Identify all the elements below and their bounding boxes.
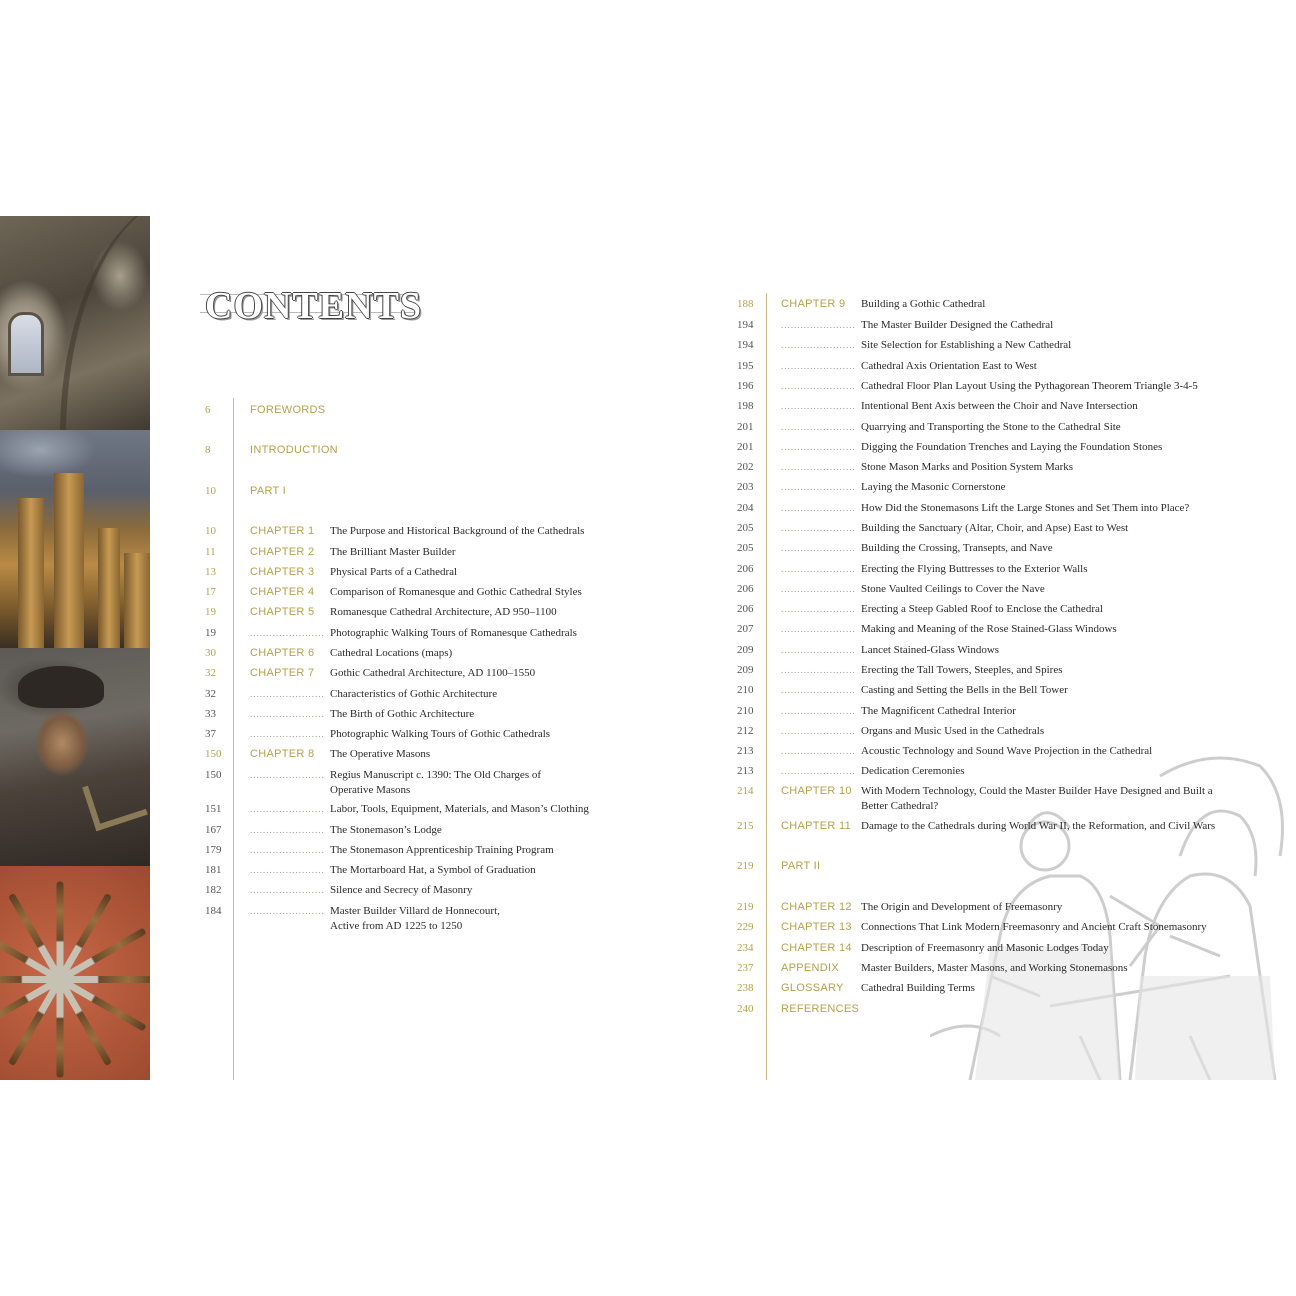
toc-entry-line: Erecting the Flying Buttresses to the Exterior Walls — [861, 563, 1088, 575]
toc-dot-leader: ....................... — [781, 746, 856, 756]
tower-icon — [54, 473, 84, 648]
toc-entry[interactable] — [205, 863, 536, 878]
toc-page-number: 184 — [205, 905, 222, 917]
toc-page-number: 209 — [737, 644, 754, 656]
toc-entry-title — [330, 646, 452, 661]
toc-entry-line: The Operative Masons — [330, 748, 431, 760]
toc-entry-title — [330, 585, 582, 600]
toc-entry-line: Digging the Foundation Trenches and Laying the Foundation Stones — [861, 441, 1163, 453]
toc-entry[interactable] — [737, 602, 1103, 617]
toc-entry-line: With Modern Technology, Could the Master Builder Have Designed and Built a — [861, 785, 1213, 797]
toc-page-number: 237 — [737, 962, 754, 974]
toc-entry-title — [861, 981, 975, 996]
toc-entry-line: Dedication Ceremonies — [861, 765, 965, 777]
toc-dot-leader: ....................... — [781, 462, 856, 472]
toc-entry[interactable] — [737, 900, 1062, 915]
toc-entry[interactable] — [737, 819, 1215, 834]
toc-dot-leader: ....................... — [250, 825, 325, 835]
toc-entry-title — [861, 602, 1103, 617]
toc-entry-line: Connections That Link Modern Freemasonry and Ancient Craft Stonemasonry — [861, 921, 1207, 933]
toc-entry-title — [861, 744, 1152, 759]
toc-section-label: CHAPTER 6 — [250, 647, 315, 659]
tower-icon — [124, 553, 150, 648]
toc-dot-leader: ....................... — [781, 564, 856, 574]
toc-page-number: 195 — [737, 360, 754, 372]
toc-entry[interactable] — [205, 585, 582, 600]
chisel-icon — [57, 882, 64, 980]
toc-section-label: INTRODUCTION — [250, 444, 338, 456]
toc-page-number: 204 — [737, 502, 754, 514]
toc-entry[interactable] — [205, 666, 535, 681]
tower-icon — [98, 528, 120, 648]
toc-entry-title — [861, 819, 1215, 834]
toc-entry-title — [861, 764, 965, 779]
toc-entry[interactable] — [205, 687, 497, 702]
toc-entry[interactable] — [205, 443, 338, 458]
toc-page-number: 11 — [205, 546, 216, 558]
toc-page-number: 19 — [205, 627, 216, 639]
toc-page-number: 181 — [205, 864, 222, 876]
toc-page-number: 188 — [737, 298, 754, 310]
toc-entry-line: Better Cathedral? — [861, 800, 939, 812]
toc-dot-leader: ....................... — [781, 422, 856, 432]
toc-entry-title — [861, 683, 1068, 698]
toc-page-number: 194 — [737, 319, 754, 331]
toc-entry-title — [861, 704, 1016, 719]
toc-entry-title — [330, 904, 500, 934]
toc-section-label: CHAPTER 5 — [250, 606, 315, 618]
toc-dot-leader: ....................... — [781, 645, 856, 655]
book-spread — [0, 216, 1296, 1080]
toc-entry-title — [330, 883, 472, 898]
toc-entry-line: The Magnificent Cathedral Interior — [861, 705, 1016, 717]
toc-page-number: 10 — [205, 485, 216, 497]
toc-entry-title — [861, 941, 1109, 956]
toc-entry-title — [861, 900, 1062, 915]
chisels-photo — [0, 866, 150, 1080]
toc-section-label: REFERENCES — [781, 1003, 860, 1015]
toc-page-number: 150 — [205, 769, 222, 781]
toc-entry-title — [861, 440, 1162, 455]
toc-entry-line: Casting and Setting the Bells in the Bell Tower — [861, 684, 1068, 696]
toc-entry[interactable] — [205, 747, 430, 762]
toc-entry-title — [861, 724, 1044, 739]
toc-entry-title — [861, 480, 1006, 495]
photo-strip — [0, 216, 150, 1080]
toc-page-number: 32 — [205, 688, 216, 700]
toc-dot-leader: ....................... — [250, 804, 325, 814]
toc-entry[interactable] — [737, 622, 1117, 637]
toc-entry[interactable] — [205, 605, 557, 620]
toc-entry-line: Organs and Music Used in the Cathedrals — [861, 725, 1045, 737]
toc-section-label: CHAPTER 1 — [250, 525, 315, 537]
toc-entry-title — [861, 521, 1128, 536]
toc-dot-leader: ....................... — [781, 726, 856, 736]
toc-entry-line: Master Builders, Master Masons, and Working Stonemasons — [861, 962, 1128, 974]
vault-rib-icon — [60, 216, 150, 430]
toc-page-number: 37 — [205, 728, 216, 740]
toc-entry-line: Cathedral Axis Orientation East to West — [861, 360, 1037, 372]
toc-page-number: 210 — [737, 705, 754, 717]
toc-entry[interactable] — [737, 562, 1088, 577]
toc-section-label: CHAPTER 10 — [781, 785, 852, 797]
chisel-icon — [57, 980, 64, 1078]
toc-dot-leader: ....................... — [781, 604, 856, 614]
toc-entry[interactable] — [737, 941, 1109, 956]
toc-entry-line: Acoustic Technology and Sound Wave Projection in the Cathedral — [861, 745, 1153, 757]
toc-entry[interactable] — [737, 420, 1121, 435]
toc-page-number: 234 — [737, 942, 754, 954]
toc-section-label: CHAPTER 11 — [781, 820, 852, 832]
toc-entry[interactable] — [205, 626, 577, 641]
toc-page-number: 33 — [205, 708, 216, 720]
toc-entry-line: How Did the Stonemasons Lift the Large Stones and Set Them into Place? — [861, 502, 1190, 514]
toc-page-number: 167 — [205, 824, 222, 836]
toc-entry-title — [861, 338, 1071, 353]
toc-entry-line: Photographic Walking Tours of Romanesque Cathedrals — [330, 627, 577, 639]
toc-entry-line: Cathedral Building Terms — [861, 982, 975, 994]
toc-entry-line: Photographic Walking Tours of Gothic Cathedrals — [330, 728, 551, 740]
toc-section-label: CHAPTER 8 — [250, 748, 315, 760]
chisel-icon — [60, 976, 150, 983]
toc-page-number: 219 — [737, 901, 754, 913]
toc-entry[interactable] — [737, 480, 1006, 495]
toc-page-number: 229 — [737, 921, 754, 933]
toc-entry-title — [861, 460, 1073, 475]
toc-page-number: 30 — [205, 647, 216, 659]
toc-page-number: 201 — [737, 441, 754, 453]
toc-entry[interactable] — [737, 663, 1063, 678]
toc-dot-leader: ....................... — [781, 320, 856, 330]
toc-entry-line: Gothic Cathedral Architecture, AD 1100–1550 — [330, 667, 536, 679]
toc-page-number: 182 — [205, 884, 222, 896]
toc-section-label: CHAPTER 4 — [250, 586, 315, 598]
toc-dot-leader: ....................... — [250, 709, 325, 719]
toc-entry-title — [861, 541, 1053, 556]
toc-entry-line: Characteristics of Gothic Architecture — [330, 688, 498, 700]
toc-entry[interactable] — [205, 484, 330, 499]
toc-entry-title — [861, 643, 999, 658]
toc-entry-line: Quarrying and Transporting the Stone to the Cathedral Site — [861, 421, 1121, 433]
toc-entry-line: Comparison of Romanesque and Gothic Cathedral Styles — [330, 586, 582, 598]
toc-entry-line: Regius Manuscript c. 1390: The Old Charges of — [330, 769, 542, 781]
toc-entry-title — [330, 727, 550, 742]
lancet-window-icon — [8, 312, 44, 376]
toc-entry[interactable] — [205, 883, 472, 898]
toc-section-label: FOREWORDS — [250, 404, 326, 416]
toc-entry-line: Erecting a Steep Gabled Roof to Enclose the Cathedral — [861, 603, 1103, 615]
toc-entry[interactable] — [205, 545, 456, 560]
toc-entry[interactable] — [737, 359, 1037, 374]
toc-dot-leader: ....................... — [250, 770, 325, 780]
toc-page-number: 17 — [205, 586, 216, 598]
toc-entry[interactable] — [737, 1002, 861, 1017]
toc-entry[interactable] — [737, 501, 1189, 516]
toc-entry[interactable] — [737, 582, 1045, 597]
toc-section-label: CHAPTER 14 — [781, 942, 852, 954]
toc-dot-leader: ....................... — [781, 685, 856, 695]
toc-entry-line: The Brilliant Master Builder — [330, 546, 456, 558]
toc-entry-line: Building a Gothic Cathedral — [861, 298, 986, 310]
toc-entry[interactable] — [737, 318, 1053, 333]
toc-entry-line: Site Selection for Establishing a New Cathedral — [861, 339, 1072, 351]
toc-page-number: 194 — [737, 339, 754, 351]
hat-icon — [18, 666, 104, 708]
toc-entry[interactable] — [737, 297, 985, 312]
toc-entry-title — [330, 863, 536, 878]
toc-entry-line: Master Builder Villard de Honnecourt, — [330, 905, 500, 917]
toc-entry-title — [330, 666, 535, 681]
toc-page-number: 196 — [737, 380, 754, 392]
toc-page-number: 205 — [737, 522, 754, 534]
toc-page-number: 219 — [737, 860, 754, 872]
toc-entry-title — [330, 687, 497, 702]
mason-statue-photo — [0, 648, 150, 866]
toc-dot-leader: ....................... — [781, 361, 856, 371]
toc-entry[interactable] — [737, 744, 1152, 759]
toc-entry-title — [861, 420, 1121, 435]
toc-entry-line: Intentional Bent Axis between the Choir and Nave Intersection — [861, 400, 1138, 412]
toc-section-label: CHAPTER 12 — [781, 901, 852, 913]
toc-entry[interactable] — [737, 440, 1162, 455]
toc-page-number: 179 — [205, 844, 222, 856]
toc-dot-leader: ....................... — [250, 689, 325, 699]
toc-entry[interactable] — [737, 764, 965, 779]
toc-page-number: 202 — [737, 461, 754, 473]
toc-section-label: PART II — [781, 860, 821, 872]
toc-entry[interactable] — [205, 727, 550, 742]
toc-entry-line: Active from AD 1225 to 1250 — [330, 920, 463, 932]
toc-page-number: 214 — [737, 785, 754, 797]
toc-dot-leader: ....................... — [250, 906, 325, 916]
toc-dot-leader: ....................... — [781, 523, 856, 533]
toc-page-number: 209 — [737, 664, 754, 676]
toc-entry-title — [330, 843, 554, 858]
toc-entry-line: Description of Freemasonry and Masonic Lodges Today — [861, 942, 1109, 954]
toc-entry-line: Cathedral Floor Plan Layout Using the Pythagorean Theorem Triangle 3-4-5 — [861, 380, 1198, 392]
toc-dot-leader: ....................... — [781, 482, 856, 492]
toc-entry-title — [861, 359, 1037, 374]
toc-page-number: 203 — [737, 481, 754, 493]
toc-entry[interactable] — [737, 859, 861, 874]
toc-dot-leader: ....................... — [781, 543, 856, 553]
toc-page-number: 205 — [737, 542, 754, 554]
toc-entry[interactable] — [737, 399, 1138, 414]
toc-entry[interactable] — [737, 784, 1213, 814]
toc-entry[interactable] — [737, 521, 1128, 536]
toc-dot-leader: ....................... — [781, 624, 856, 634]
toc-entry-title — [861, 622, 1117, 637]
toc-entry-line: Lancet Stained-Glass Windows — [861, 644, 1000, 656]
toc-entry[interactable] — [737, 981, 975, 996]
toc-page-number: 238 — [737, 982, 754, 994]
toc-entry[interactable] — [205, 823, 442, 838]
toc-dot-leader: ....................... — [781, 442, 856, 452]
toc-entry-line: Building the Sanctuary (Altar, Choir, and Apse) East to West — [861, 522, 1129, 534]
toc-entry-line: The Origin and Development of Freemasonry — [861, 901, 1063, 913]
toc-entry-line: Erecting the Tall Towers, Steeples, and Spires — [861, 664, 1063, 676]
toc-page-number: 215 — [737, 820, 754, 832]
toc-entry[interactable] — [205, 707, 474, 722]
toc-page-number: 207 — [737, 623, 754, 635]
toc-entry[interactable] — [737, 460, 1073, 475]
toc-entry[interactable] — [737, 541, 1053, 556]
toc-page-number: 13 — [205, 566, 216, 578]
toc-entry[interactable] — [205, 646, 452, 661]
toc-page-number: 206 — [737, 563, 754, 575]
toc-entry-title — [861, 582, 1045, 597]
toc-entry-title — [330, 768, 541, 798]
toc-entry[interactable] — [205, 768, 541, 798]
toc-entry-title — [861, 297, 985, 312]
toc-entry[interactable] — [737, 338, 1071, 353]
toc-section-label: CHAPTER 13 — [781, 921, 852, 933]
cathedral-vault-photo — [0, 216, 150, 430]
toc-entry[interactable] — [737, 961, 1128, 976]
toc-entry-title — [330, 823, 442, 838]
toc-entry-title — [861, 399, 1138, 414]
toc-page-number: 210 — [737, 684, 754, 696]
toc-page-number: 6 — [205, 404, 211, 416]
toc-entry[interactable] — [737, 643, 999, 658]
toc-entry[interactable] — [737, 704, 1016, 719]
toc-entry[interactable] — [737, 920, 1207, 935]
toc-entry[interactable] — [737, 724, 1044, 739]
toc-page-number: 8 — [205, 444, 211, 456]
toc-entry-line: Romanesque Cathedral Architecture, AD 950–1100 — [330, 606, 557, 618]
toc-entry-line: The Mortarboard Hat, a Symbol of Graduation — [330, 864, 536, 876]
toc-page-number: 198 — [737, 400, 754, 412]
toc-dot-leader: ....................... — [781, 401, 856, 411]
toc-section-label: GLOSSARY — [781, 982, 844, 994]
toc-dot-leader: ....................... — [250, 729, 325, 739]
toc-section-label: CHAPTER 7 — [250, 667, 315, 679]
toc-dot-leader: ....................... — [781, 340, 856, 350]
toc-entry-line: The Purpose and Historical Background of the Cathedrals — [330, 525, 585, 537]
toc-entry[interactable] — [737, 683, 1068, 698]
toc-entry-title — [330, 707, 474, 722]
toc-entry[interactable] — [205, 843, 554, 858]
toc-dot-leader: ....................... — [250, 845, 325, 855]
toc-entry-line: Silence and Secrecy of Masonry — [330, 884, 473, 896]
toc-entry-line: The Birth of Gothic Architecture — [330, 708, 475, 720]
toc-page-number: 206 — [737, 603, 754, 615]
toc-entry-title — [861, 663, 1063, 678]
toc-page-number: 213 — [737, 745, 754, 757]
toc-dot-leader: ....................... — [781, 381, 856, 391]
toc-entry-line: Labor, Tools, Equipment, Materials, and Mason’s Clothing — [330, 803, 589, 815]
toc-entry-title — [330, 524, 584, 539]
toc-section-label: APPENDIX — [781, 962, 840, 974]
toc-entry-title — [330, 565, 457, 580]
toc-entry[interactable] — [205, 802, 589, 817]
toc-dot-leader: ....................... — [781, 503, 856, 513]
toc-dot-leader: ....................... — [250, 865, 325, 875]
toc-entry-line: Cathedral Locations (maps) — [330, 647, 453, 659]
toc-entry-line: Physical Parts of a Cathedral — [330, 566, 458, 578]
toc-entry-line: Stone Mason Marks and Position System Marks — [861, 461, 1074, 473]
toc-entry-title — [861, 784, 1213, 814]
toc-entry-line: Stone Vaulted Ceilings to Cover the Nave — [861, 583, 1045, 595]
toc-page-number: 201 — [737, 421, 754, 433]
tower-icon — [18, 498, 44, 648]
toc-page-number: 240 — [737, 1003, 754, 1015]
square-tool-icon — [82, 771, 148, 831]
toc-section-label: CHAPTER 9 — [781, 298, 846, 310]
toc-dot-leader: ....................... — [250, 628, 325, 638]
toc-entry-line: Damage to the Cathedrals during World War II, the Reformation, and Civil Wars — [861, 820, 1216, 832]
toc-page-number: 212 — [737, 725, 754, 737]
toc-entry-title — [861, 920, 1207, 935]
toc-section-label: CHAPTER 3 — [250, 566, 315, 578]
toc-entry-title — [330, 747, 430, 762]
toc-entry-line: Building the Crossing, Transepts, and Nave — [861, 542, 1053, 554]
toc-page-number: 150 — [205, 748, 222, 760]
toc-dot-leader: ....................... — [781, 584, 856, 594]
toc-page-number: 32 — [205, 667, 216, 679]
toc-entry[interactable] — [205, 524, 584, 539]
toc-entry-line: Operative Masons — [330, 784, 411, 796]
toc-entry-line: The Stonemason’s Lodge — [330, 824, 442, 836]
toc-section-label: CHAPTER 2 — [250, 546, 315, 558]
toc-entry-title — [861, 318, 1053, 333]
toc-entry-line: The Master Builder Designed the Cathedral — [861, 319, 1054, 331]
toc-dot-leader: ....................... — [250, 885, 325, 895]
toc-page-number: 19 — [205, 606, 216, 618]
toc-section-label: PART I — [250, 485, 287, 497]
toc-entry[interactable] — [205, 565, 457, 580]
toc-entry[interactable] — [205, 403, 330, 418]
toc-entry-title — [330, 545, 456, 560]
toc-page-number: 151 — [205, 803, 222, 815]
toc-entry-line: The Stonemason Apprenticeship Training Program — [330, 844, 554, 856]
toc-page-number: 10 — [205, 525, 216, 537]
toc-page-number: 213 — [737, 765, 754, 777]
toc-entry-title — [330, 802, 589, 817]
page-title: CONTENTS — [205, 285, 423, 327]
toc-entry-title — [861, 562, 1088, 577]
toc-entry-title — [861, 501, 1189, 516]
toc-entry[interactable] — [737, 379, 1198, 394]
toc-dot-leader: ....................... — [781, 766, 856, 776]
toc-entry[interactable] — [205, 904, 500, 934]
toc-dot-leader: ....................... — [781, 706, 856, 716]
cathedral-exterior-photo — [0, 430, 150, 648]
toc-entry-line: Laying the Masonic Cornerstone — [861, 481, 1006, 493]
toc-entry-title — [861, 961, 1128, 976]
toc-page-number: 206 — [737, 583, 754, 595]
toc-entry-title — [861, 379, 1198, 394]
toc-dot-leader: ....................... — [781, 665, 856, 675]
toc-entry-line: Making and Meaning of the Rose Stained-Glass Windows — [861, 623, 1117, 635]
toc-entry-title — [330, 626, 577, 641]
toc-entry-title — [330, 605, 557, 620]
